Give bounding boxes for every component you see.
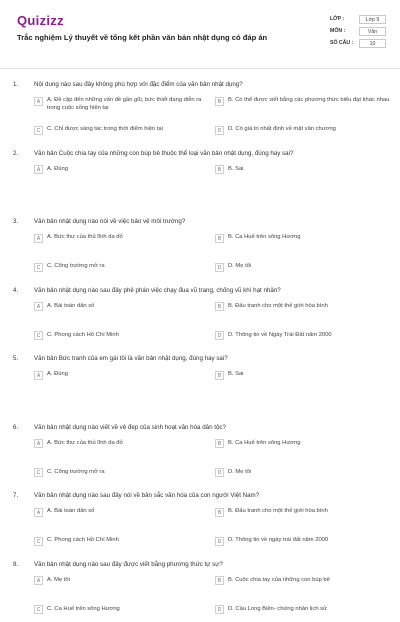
option-text: D. Thông tin về Ngày Trái Đất năm 2000 <box>228 332 393 340</box>
option-text: B. Có thể được viết bằng các phương thức biểu đạt khác nhau <box>228 97 393 105</box>
answer-option-d[interactable] <box>215 263 393 272</box>
option-letter-box: B <box>215 576 224 585</box>
question-number: 2. <box>13 150 18 157</box>
option-letter-box: A <box>34 508 43 517</box>
option-text: A. Bức thư của thủ lĩnh da đỏ <box>47 440 204 448</box>
answer-option-d[interactable] <box>215 126 393 135</box>
meta-value: Văn <box>359 27 386 36</box>
answer-option-d[interactable] <box>215 606 393 615</box>
answer-option-b[interactable] <box>215 303 393 312</box>
option-text: D. Mẹ tôi <box>228 263 393 271</box>
question-3 <box>0 211 400 280</box>
option-text: B. Sai <box>228 166 393 174</box>
option-letter-box: D <box>215 263 224 272</box>
option-letter-box: B <box>215 302 224 311</box>
option-letter-box: D <box>215 126 224 135</box>
question-text: Văn bản Bức tranh của em gái tôi là văn bản nhật dụng, đúng hay sai? <box>34 355 390 362</box>
answer-option-a[interactable] <box>34 371 204 380</box>
option-text: B. Đấu tranh cho một thế giới hòa bình <box>228 508 393 516</box>
answer-option-a[interactable] <box>34 508 204 517</box>
option-letter-box: A <box>34 302 43 311</box>
answer-option-c[interactable] <box>34 606 204 615</box>
meta-label: MÔN : <box>330 28 345 34</box>
meta-value: Lớp 9 <box>359 15 386 24</box>
option-text: A. Mẹ tôi <box>47 577 204 585</box>
meta-row-grade <box>330 13 386 25</box>
question-number: 3. <box>13 218 18 225</box>
answer-option-c[interactable] <box>34 126 204 135</box>
option-letter-box: A <box>34 234 43 243</box>
answer-option-a[interactable] <box>34 234 204 243</box>
question-number: 5. <box>13 355 18 362</box>
question-text: Văn bản nhật dụng nào viết về vẻ đẹp của sinh hoạt văn hóa dân tộc? <box>34 424 390 431</box>
question-text: Văn bản nhật dụng nào sau đây được viết bằng phương thức tự sự? <box>34 561 390 568</box>
answer-option-d[interactable] <box>215 537 393 546</box>
answer-option-a[interactable] <box>34 440 204 449</box>
option-text: A. Bài toán dân số <box>47 303 204 311</box>
answer-option-c[interactable] <box>34 332 204 341</box>
answer-option-d[interactable] <box>215 469 393 478</box>
option-letter-box: A <box>34 371 43 380</box>
option-text: C. Chỉ được sáng tác trong thời điểm hiện tại <box>47 126 204 134</box>
question-6 <box>0 417 400 486</box>
question-7 <box>0 485 400 554</box>
answer-option-b[interactable] <box>215 440 393 449</box>
option-text: D. Có giá trị nhất định về mặt văn chương <box>228 126 393 134</box>
option-letter-box: B <box>215 439 224 448</box>
answer-option-a[interactable] <box>34 577 204 586</box>
option-text: B. Ca Huế trên sông Hương <box>228 234 393 242</box>
option-letter-box: D <box>215 605 224 614</box>
meta-label: SỐ CÂU : <box>330 40 353 46</box>
meta-value: 10 <box>359 39 386 48</box>
answer-option-b[interactable] <box>215 234 393 243</box>
question-number: 1. <box>13 81 18 88</box>
question-text: Văn bản nhật dụng nào sau đây phê phán việc chạy đua vũ trang, chống vũ khí hạt nhân? <box>34 287 390 294</box>
question-number: 6. <box>13 424 18 431</box>
option-letter-box: B <box>215 371 224 380</box>
header-divider <box>0 68 400 69</box>
worksheet-meta <box>330 13 386 49</box>
question-number: 7. <box>13 492 18 499</box>
answer-option-a[interactable] <box>34 166 204 175</box>
option-letter-box: C <box>34 537 43 546</box>
option-text: D. Thông tin về ngày trái đất năm 2000 <box>228 537 393 545</box>
option-letter-box: C <box>34 331 43 340</box>
option-letter-box: C <box>34 468 43 477</box>
question-4 <box>0 280 400 349</box>
option-text: A. Đúng <box>47 371 204 379</box>
option-text: C. Phong cách Hồ Chí Minh <box>47 332 204 340</box>
option-text: C. Cổng trường mở ra <box>47 469 204 477</box>
option-letter-box: B <box>215 508 224 517</box>
option-letter-box: A <box>34 165 43 174</box>
answer-option-c[interactable] <box>34 469 204 478</box>
option-letter-box: B <box>215 97 224 106</box>
option-letter-box: C <box>34 126 43 135</box>
option-text: C. Phong cách Hồ Chí Minh <box>47 537 204 545</box>
option-letter-box: B <box>215 165 224 174</box>
answer-option-b[interactable] <box>215 97 393 106</box>
answer-option-b[interactable] <box>215 508 393 517</box>
answer-option-c[interactable] <box>34 263 204 272</box>
option-text: A. Đúng <box>47 166 204 174</box>
worksheet-header <box>0 0 400 68</box>
question-list <box>0 74 400 622</box>
option-letter-box: A <box>34 439 43 448</box>
question-text: Văn bản nhật dụng nào sau đây nói về bản sắc văn hóa của con người Việt Nam? <box>34 492 390 499</box>
option-letter-box: B <box>215 234 224 243</box>
question-1 <box>0 74 400 143</box>
question-2 <box>0 143 400 212</box>
answer-option-a[interactable] <box>34 97 204 113</box>
option-letter-box: A <box>34 576 43 585</box>
question-text: Nội dung nào sau đây không phù hợp với đặc điểm của văn bản nhật dụng? <box>34 81 390 88</box>
question-5 <box>0 348 400 417</box>
option-letter-box: D <box>215 331 224 340</box>
option-text: D. Mẹ tôi <box>228 469 393 477</box>
option-letter-box: A <box>34 97 43 106</box>
quizizz-logo: Quizizz <box>17 13 64 28</box>
option-letter-box: D <box>215 468 224 477</box>
meta-label: LỚP : <box>330 16 344 22</box>
question-number: 8. <box>13 561 18 568</box>
answer-option-a[interactable] <box>34 303 204 312</box>
question-text: Văn bản Cuộc chia tay của những con búp bê thuộc thể loại văn bản nhật dụng, đúng hay sai? <box>34 150 390 157</box>
worksheet-title: Trắc nghiệm Lý thuyết về tổng kết phần văn bản nhật dụng có đáp án <box>17 33 317 42</box>
option-text: C. Ca Huế trên sông Hương <box>47 606 204 614</box>
question-text: Văn bản nhật dụng nào nói về việc bảo vệ môi trường? <box>34 218 390 225</box>
option-text: A. Bài toán dân số <box>47 508 204 516</box>
option-text: B. Đấu tranh cho một thế giới hòa bình <box>228 303 393 311</box>
option-text: D. Cầu Long Biên- chứng nhân lịch sử <box>228 606 393 614</box>
option-letter-box: D <box>215 537 224 546</box>
option-text: B. Cuộc chia tay của những con búp bê <box>228 577 393 585</box>
question-8 <box>0 554 400 622</box>
answer-option-b[interactable] <box>215 371 393 380</box>
option-text: A. Bức thư của thủ lĩnh da đỏ <box>47 234 204 242</box>
answer-option-b[interactable] <box>215 166 393 175</box>
meta-row-subject <box>330 25 386 37</box>
option-letter-box: C <box>34 605 43 614</box>
answer-option-b[interactable] <box>215 577 393 586</box>
option-text: B. Sai <box>228 371 393 379</box>
answer-option-d[interactable] <box>215 332 393 341</box>
option-text: C. Cổng trường mở ra <box>47 263 204 271</box>
option-text: B. Ca Huế trên sông Hương <box>228 440 393 448</box>
question-number: 4. <box>13 287 18 294</box>
meta-row-question-count <box>330 37 386 49</box>
option-letter-box: C <box>34 263 43 272</box>
answer-option-c[interactable] <box>34 537 204 546</box>
option-text: A. Đề cập đến những vấn đề gần gũi, bức thiết đang diễn ra trong cuộc sống hiện tại <box>47 97 204 113</box>
